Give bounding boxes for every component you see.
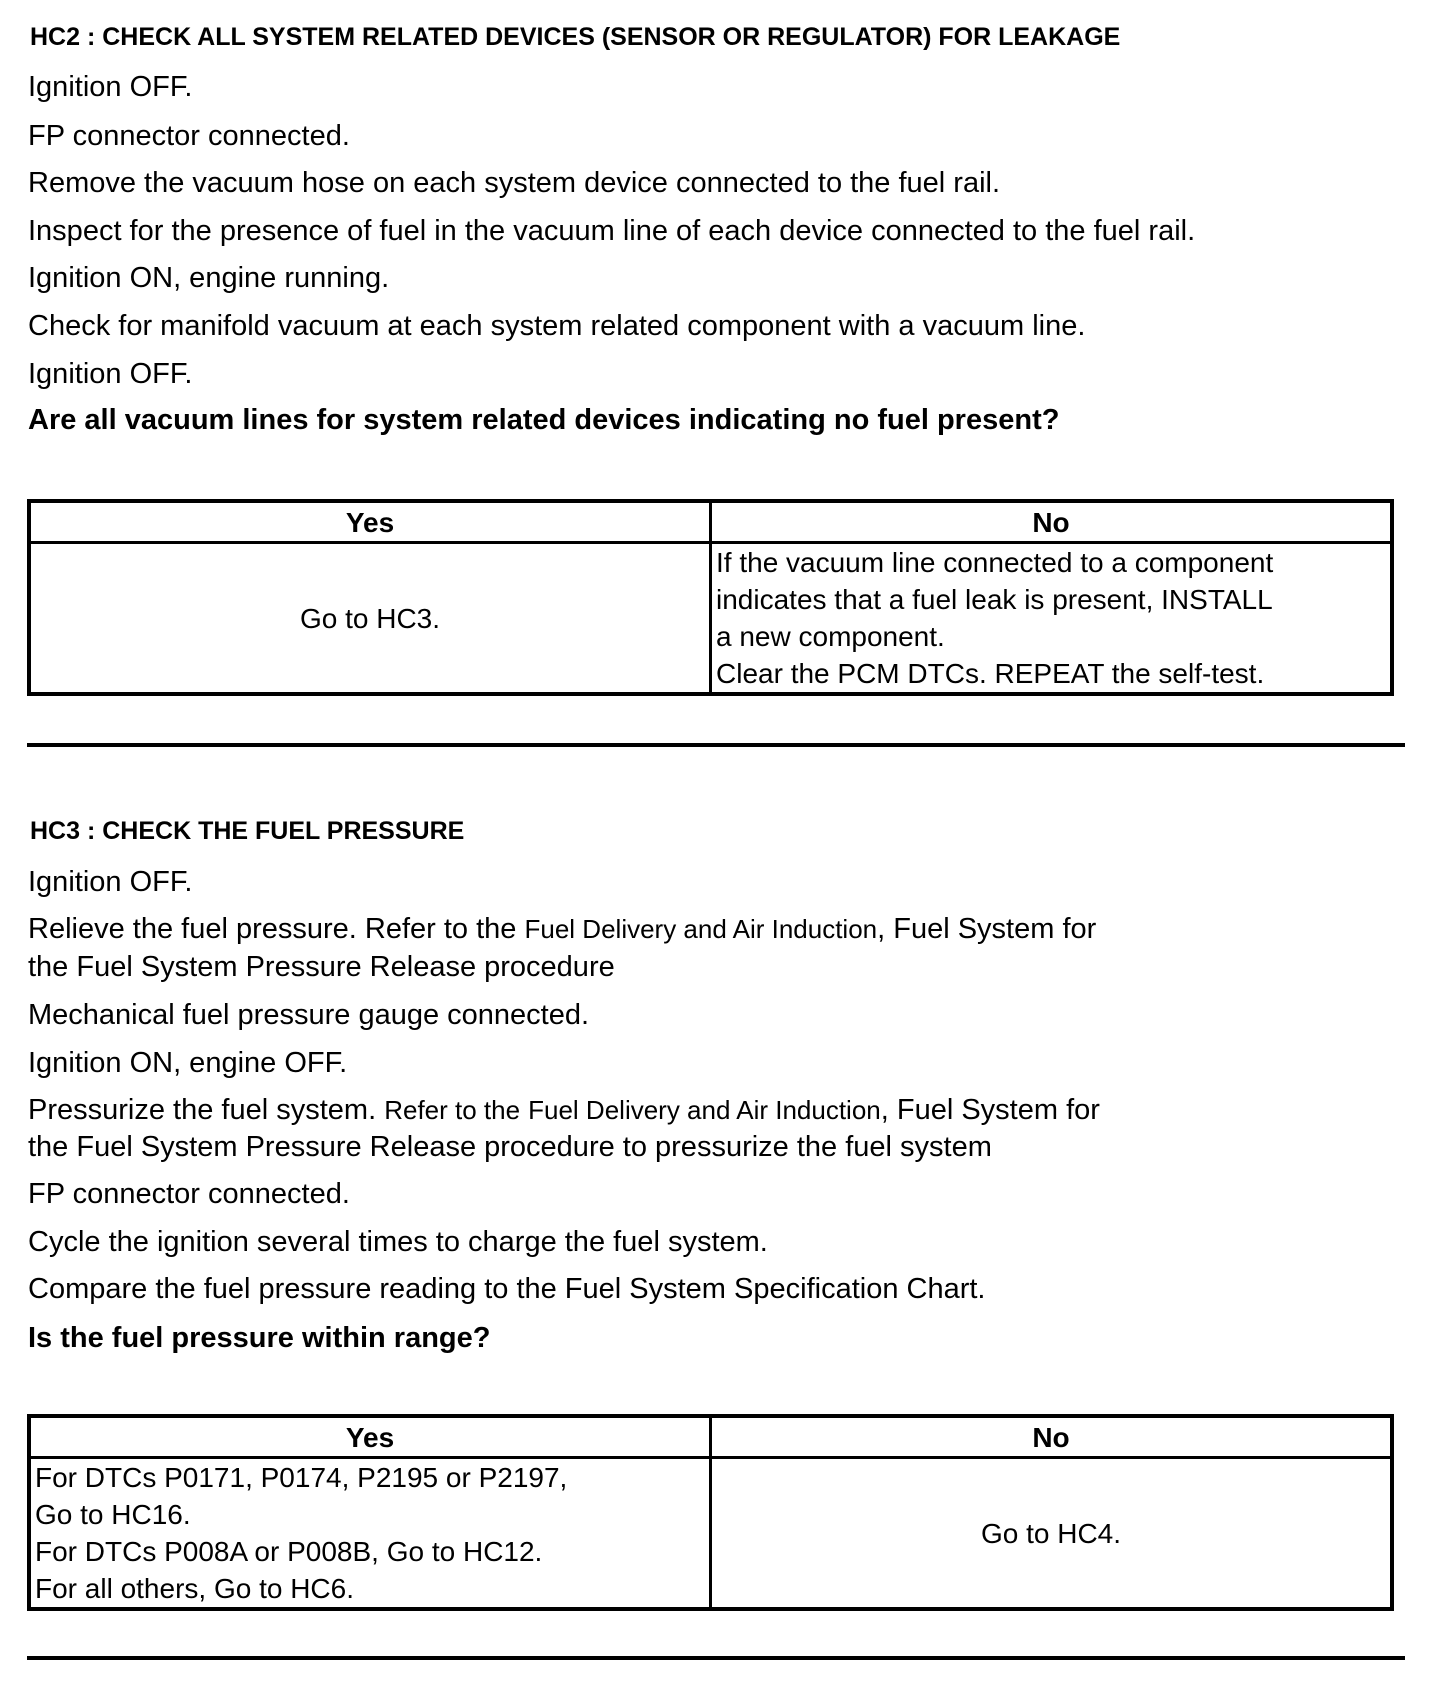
- cell-line: For DTCs P0171, P0174, P2195 or P2197,: [35, 1462, 568, 1493]
- step-text: Pressurize the fuel system.: [28, 1094, 377, 1126]
- no-header: No: [711, 1416, 1393, 1458]
- step-text: , Fuel System for: [877, 913, 1097, 945]
- step-text: Refer to the: [384, 1095, 521, 1125]
- cell-line: Clear the PCM DTCs. REPEAT the self-test.: [716, 658, 1265, 689]
- hc3-heading: HC3 : CHECK THE FUEL PRESSURE: [30, 817, 465, 845]
- cell-line: If the vacuum line connected to a component: [716, 547, 1274, 578]
- step-text: , Fuel System for: [880, 1094, 1100, 1126]
- hc3-step: Ignition ON, engine OFF.: [28, 1047, 348, 1079]
- cell-line: a new component.: [716, 621, 945, 652]
- yes-cell: [29, 543, 711, 695]
- section-divider: [27, 743, 1405, 747]
- cell-line: For DTCs P008A or P008B, Go to HC12.: [35, 1536, 543, 1567]
- step-text: Relieve the fuel pressure. Refer to the: [28, 913, 517, 945]
- cell-line: For all others, Go to HC6.: [35, 1573, 355, 1604]
- hc3-step: Compare the fuel pressure reading to the Fuel System Specification Chart.: [28, 1273, 986, 1305]
- cell-line: Go to HC16.: [35, 1499, 191, 1530]
- no-cell: [711, 543, 1393, 695]
- manual-reference: Fuel Delivery and Air Induction: [528, 1095, 881, 1125]
- hc3-step: Cycle the ignition several times to charge the fuel system.: [28, 1226, 768, 1258]
- hc2-heading: HC2 : CHECK ALL SYSTEM RELATED DEVICES (SENSOR OR REGULATOR) FOR LEAKAGE: [30, 23, 1121, 51]
- no-cell: [711, 1458, 1393, 1610]
- section-divider: [27, 1656, 1405, 1660]
- hc2-step: FP connector connected.: [28, 120, 350, 152]
- hc3-step: [28, 1093, 1100, 1127]
- hc3-result-table: [27, 1414, 1394, 1611]
- hc2-step: Ignition ON, engine running.: [28, 262, 390, 294]
- cell-line: indicates that a fuel leak is present, INSTALL: [716, 584, 1273, 615]
- hc2-step: Ignition OFF.: [28, 71, 193, 103]
- hc3-step: Mechanical fuel pressure gauge connected.: [28, 999, 590, 1031]
- yes-header: Yes: [29, 1416, 711, 1458]
- yes-header: Yes: [29, 501, 711, 543]
- hc3-step-continued: the Fuel System Pressure Release procedure to pressurize the fuel system: [28, 1131, 992, 1163]
- hc3-step: FP connector connected.: [28, 1178, 350, 1210]
- manual-reference: Fuel Delivery and Air Induction: [524, 914, 878, 944]
- hc2-result-table: [27, 499, 1394, 696]
- hc3-step: Ignition OFF.: [28, 866, 193, 898]
- hc2-step: Ignition OFF.: [28, 358, 193, 390]
- hc2-step: Remove the vacuum hose on each system device connected to the fuel rail.: [28, 167, 1001, 199]
- hc2-question: Are all vacuum lines for system related devices indicating no fuel present?: [28, 404, 1060, 436]
- hc3-step: [28, 912, 1096, 946]
- hc3-step-continued: the Fuel System Pressure Release procedure: [28, 951, 615, 983]
- cell-text: Go to HC3.: [299, 602, 441, 634]
- hc2-step: Check for manifold vacuum at each system related component with a vacuum line.: [28, 310, 1086, 342]
- hc3-question: Is the fuel pressure within range?: [28, 1322, 491, 1354]
- cell-text: Go to HC4.: [980, 1517, 1122, 1549]
- hc2-step: Inspect for the presence of fuel in the vacuum line of each device connected to the fuel rail.: [28, 215, 1196, 247]
- yes-cell: [29, 1458, 711, 1610]
- no-header: No: [711, 501, 1393, 543]
